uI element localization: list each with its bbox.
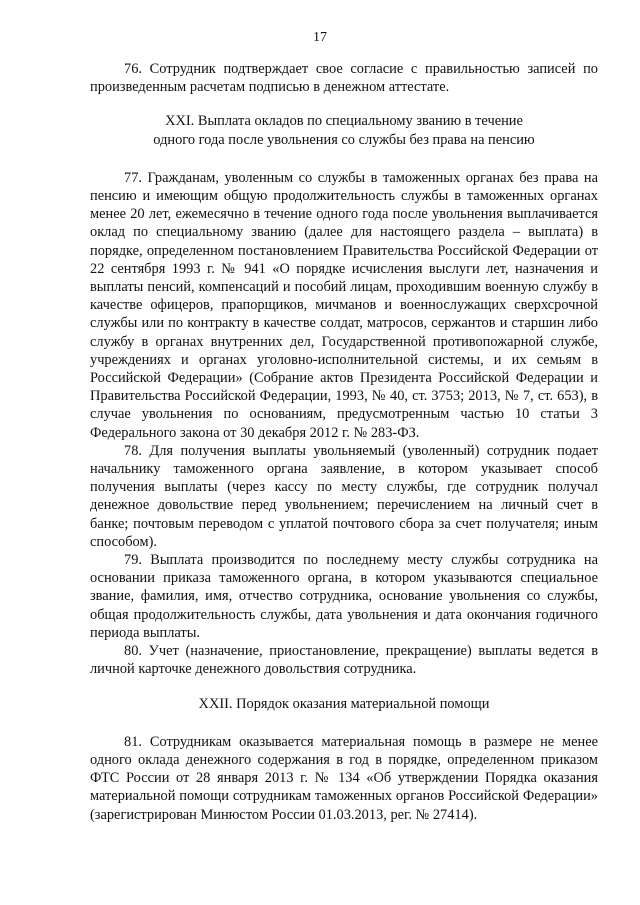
paragraph-80: 80. Учет (назначение, приостановление, прекращение) выплаты ведется в личной карточке денежного довольствия сотрудника. bbox=[90, 643, 598, 678]
section-heading-xxi bbox=[90, 112, 598, 148]
page-number: 17 bbox=[313, 30, 327, 45]
paragraph-77: 77. Гражданам, уволенным со службы в таможенных органах без права на пенсию и имеющим общую продолжительность службы в таможенных органах менее 20 лет, ежемесячно в течение одного года после увольнения выплачивается оклад по специальному званию (далее для настоящего раздела – выплата) в порядке, определенном постановлением Правительства Российской Федерации от 22 сентября 1993 г. № 941 «О порядке исчисления выслуги лет, назначения и выплаты пенсий, компенсаций и пособий лицам, проходившим военную службу в качестве офицеров, прапорщиков, мичманов и военнослужащих сверхсрочной службы или по контракту в качестве солдат, матросов, сержантов и старшин либо службу в органах внутренних дел, Государственной противопожарной службе, учреждениях и органах уголовно-исполнительной системы, и их семьям в Российской Федерации» (Собрание актов Президента Российской Федерации и Правительства Российской Федерации, 1993, № 40, ст. 3753; 2013, № 7, ст. 653), в случае увольнения по основаниям, предусмотренным частью 10 статьи 3 Федерального закона от 30 декабря 2012 г. № 283-ФЗ. bbox=[90, 169, 598, 441]
paragraph-78: 78. Для получения выплаты увольняемый (уволенный) сотрудник подает начальнику таможенного органа заявление, в котором указывает способ получения выплаты (через кассу по месту службы, где сотрудник получал денежное довольствие перед увольнением; перечислением на личный счет в банке; почтовым переводом с уплатой почтового сбора за счет получателя; иным способом). bbox=[90, 442, 598, 550]
paragraph-76: 76. Сотрудник подтверждает свое согласие с правильностью записей по произведенным расчетам подписью в денежном аттестате. bbox=[90, 61, 598, 96]
document-body bbox=[90, 60, 598, 824]
section-heading-xxi-line2: одного года после увольнения со службы без права на пенсию bbox=[153, 131, 535, 148]
paragraph-79: 79. Выплата производится по последнему месту службы сотрудника на основании приказа таможенного органа, в котором указываются специальное звание, фамилия, имя, отчество сотрудника, основание увольнения со службы, общая продолжительность службы, дата увольнения и дата окончания годичного периода выплаты. bbox=[90, 552, 598, 641]
section-heading-xxi-line1: XXI. Выплата окладов по специальному званию в течение bbox=[165, 113, 523, 130]
paragraph-81: 81. Сотрудникам оказывается материальная помощь в размере не менее одного оклада денежного содержания в год в порядке, определенном приказом ФТС России от 28 января 2013 г. № 134 «Об утверждении Порядка оказания материальной помощи сотрудникам таможенных органов Российской Федерации» (зарегистрирован Минюстом России 01.03.2013, рег. № 27414). bbox=[90, 733, 598, 823]
section-heading-xxii: XXII. Порядок оказания материальной помощи bbox=[198, 695, 490, 712]
